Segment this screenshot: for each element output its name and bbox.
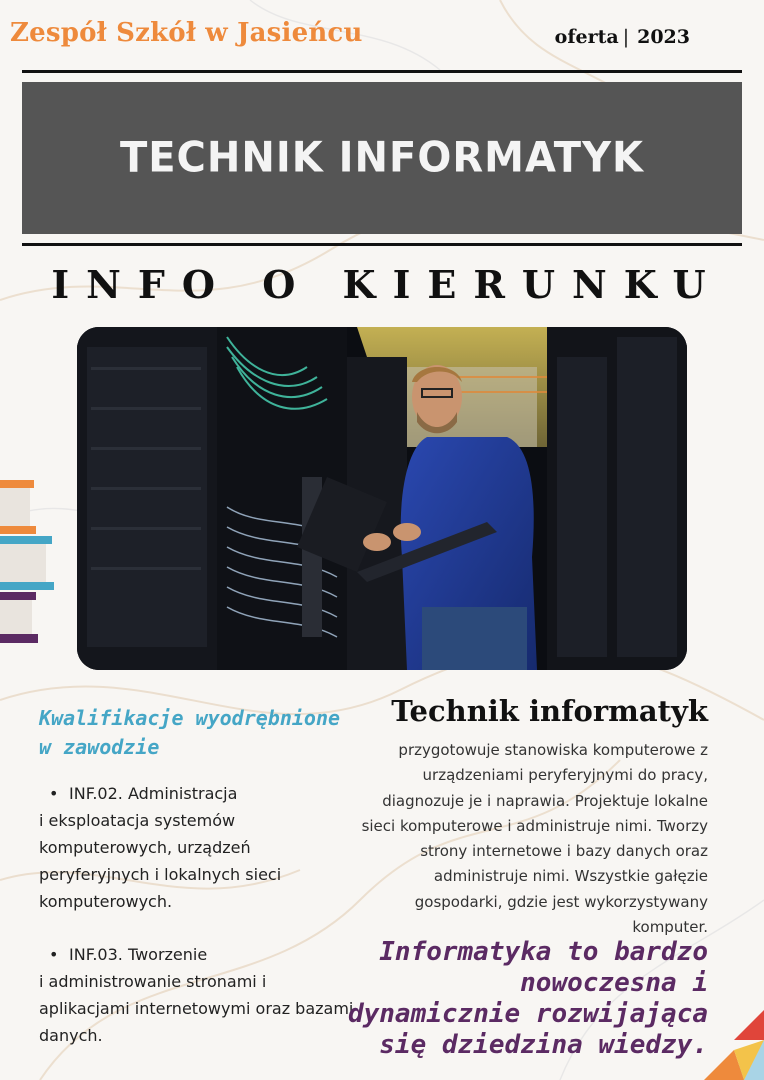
qualification-text: i eksploatacja systemów komputerowych, urządzeń peryferyjnych i lokalnych sieci komputerowych.	[39, 811, 282, 911]
bullet: •	[49, 784, 59, 803]
title-banner	[22, 82, 742, 234]
year-label: 2023	[637, 26, 690, 48]
top-divider	[22, 70, 742, 73]
book-stack-decoration	[0, 478, 56, 648]
qualification-code: INF.03. Tworzenie	[69, 945, 208, 964]
description-text: przygotowuje stanowiska komputerowe z urządzeniami peryferyjnymi do pracy, diagnozuje je i naprawia. Projektuje lokalne sieci komputerowe i administruje nimi. Tworzy strony internetowe i bazy danych oraz administruje nimi. Wszystkie gałęzie gospodarki, gdzie jest wykorzystywany komputer.	[361, 741, 708, 937]
qualification-item	[39, 780, 359, 915]
section-heading: INFO O KIERUNKU	[51, 262, 723, 307]
corner-decoration	[704, 1010, 764, 1080]
description-title: Technik informatyk	[391, 694, 708, 728]
photo-illustration	[77, 327, 687, 670]
motto-text: Informatyka to bardzo nowoczesna i dynamicznie rozwijająca się dziedzina wiedzy.	[347, 937, 708, 1060]
qualification-item	[39, 941, 359, 1049]
qualifications-title: Kwalifikacje wyodrębnione w zawodzie	[39, 706, 341, 759]
qualifications-list	[39, 780, 359, 1075]
separator: |	[622, 26, 630, 48]
offer-label: oferta	[554, 26, 619, 48]
qualification-code: INF.02. Administracja	[69, 784, 238, 803]
bullet: •	[49, 945, 59, 964]
bottom-divider	[22, 243, 742, 246]
school-name: Zespół Szkół w Jasieńcu	[10, 18, 363, 48]
server-room-photo	[77, 327, 687, 670]
banner-title: TECHNIK INFORMATYK	[119, 133, 645, 183]
qualification-text: i administrowanie stronami i aplikacjami internetowymi oraz bazami danych.	[39, 972, 354, 1045]
offer-year	[555, 26, 690, 48]
